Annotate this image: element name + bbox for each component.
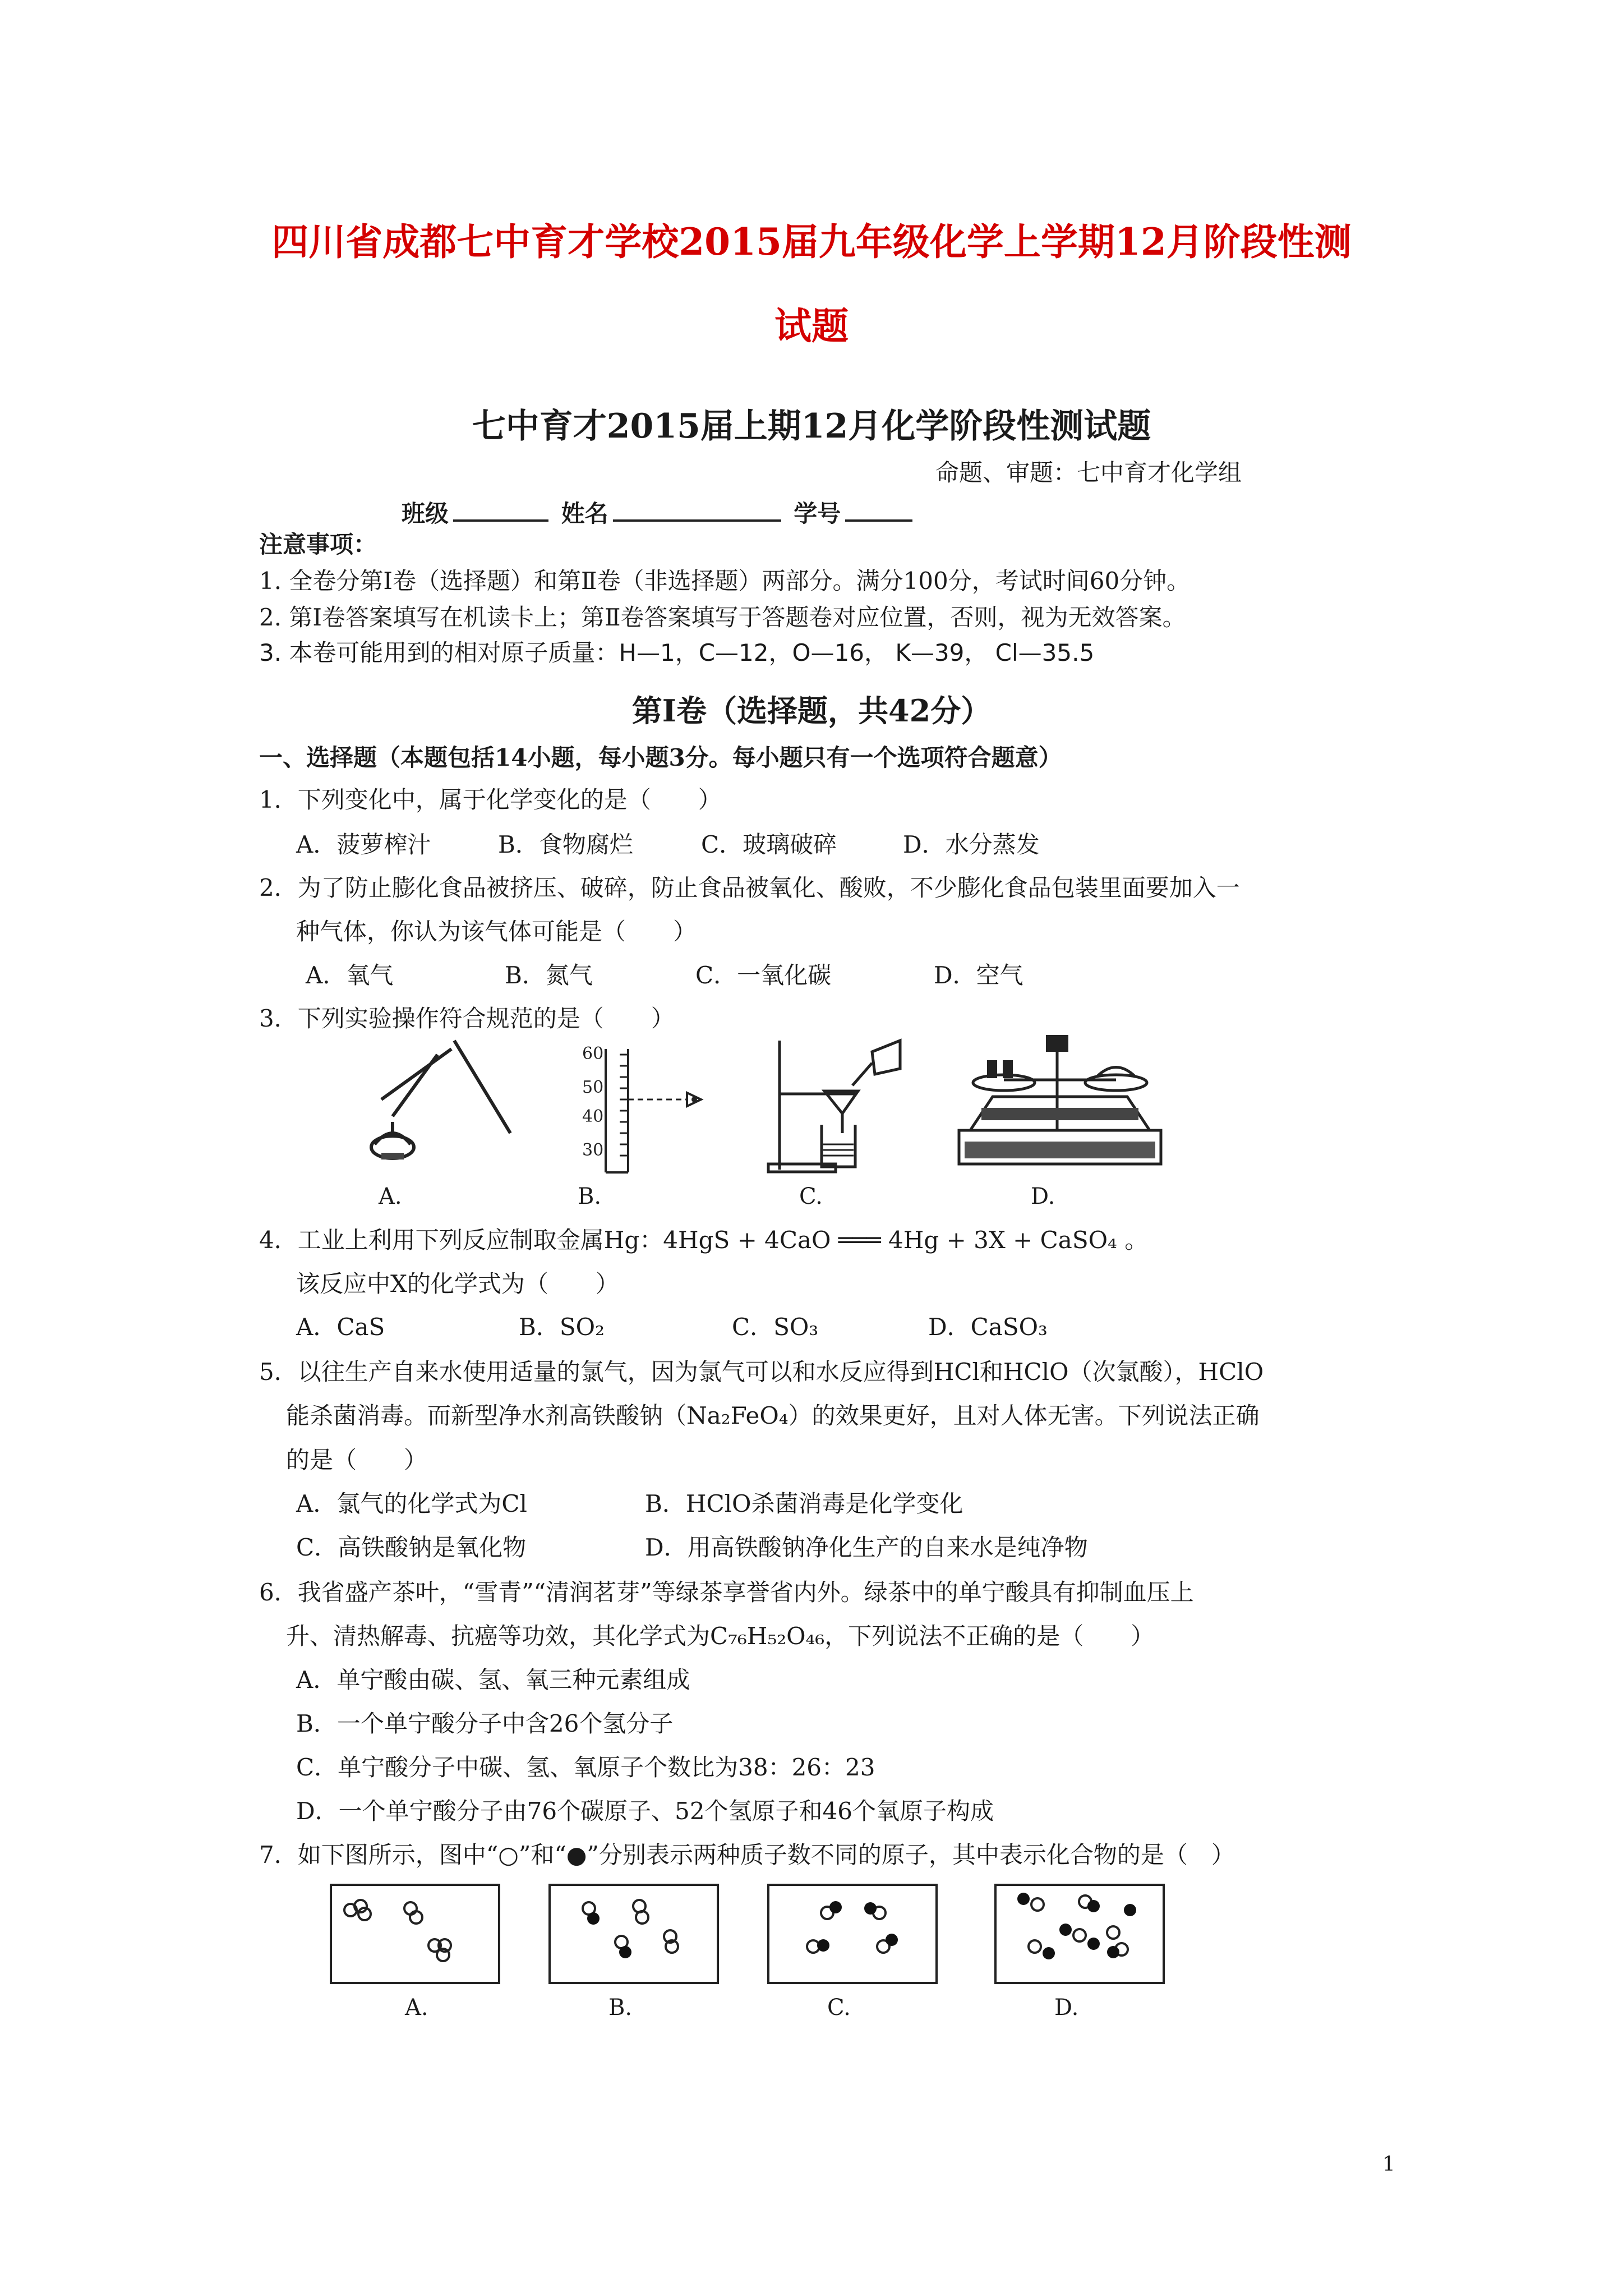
q3-label-b: B. bbox=[578, 1184, 602, 1209]
q7-label-a: A. bbox=[405, 1995, 428, 2021]
q7-label-c: C. bbox=[827, 1995, 851, 2021]
q3-tick-30: 30 bbox=[582, 1140, 604, 1160]
q3-figure-d-balance bbox=[948, 1029, 1172, 1175]
q3-figure-c-filtration bbox=[763, 1029, 909, 1175]
note-2: 2. 第Ⅰ卷答案填写在机读卡上；第Ⅱ卷答案填写于答题卷对应位置，否则，视为无效答案。 bbox=[259, 604, 1186, 631]
note-1: 1. 全卷分第Ⅰ卷（选择题）和第Ⅱ卷（非选择题）两部分。满分100分，考试时间60分钟。 bbox=[259, 567, 1191, 595]
q7-label-b: B. bbox=[608, 1995, 633, 2021]
name-blank[interactable] bbox=[613, 498, 781, 522]
q2-option-a[interactable]: A．氧气 bbox=[306, 961, 394, 989]
q5-option-a[interactable]: A．氯气的化学式为Cl bbox=[296, 1490, 527, 1517]
page-number: 1 bbox=[1382, 2153, 1395, 2176]
section-title: 第Ⅰ卷（选择题，共42分） bbox=[631, 693, 992, 729]
q7-stem: 7．如下图所示，图中“○”和“●”分别表示两种质子数不同的原子，其中表示化合物的是（ ） bbox=[259, 1841, 1235, 1869]
q7-molecule-diagrams bbox=[0, 1874, 1623, 2019]
q1-option-a[interactable]: A．菠萝榨汁 bbox=[296, 831, 431, 858]
class-blank[interactable] bbox=[453, 498, 548, 522]
q5-stem-line-3: 的是（ ） bbox=[286, 1446, 428, 1474]
q4-stem-line-1: 4．工业上利用下列反应制取金属Hg：4HgS + 4CaO ═══ 4Hg + 3X + CaSO₄ 。 bbox=[259, 1226, 1149, 1254]
q4-option-a[interactable]: A．CaS bbox=[296, 1313, 385, 1341]
class-label: 班级 bbox=[402, 500, 449, 527]
q3-tick-40: 40 bbox=[582, 1107, 604, 1126]
q1-option-c[interactable]: C．玻璃破碎 bbox=[701, 831, 837, 858]
q6-stem-line-1: 6．我省盛产茶叶，“雪青”“清润茗芽”等绿茶享誉省内外。绿茶中的单宁酸具有抑制血压上 bbox=[259, 1579, 1194, 1606]
q6-option-c[interactable]: C．单宁酸分子中碳、氢、氧原子个数比为38：26：23 bbox=[296, 1754, 875, 1781]
q2-stem-line-2: 种气体，你认为该气体可能是（ ） bbox=[296, 918, 697, 945]
notes-heading: 注意事项： bbox=[259, 531, 377, 558]
q6-option-b[interactable]: B．一个单宁酸分子中含26个氢分子 bbox=[296, 1710, 674, 1737]
q3-label-d: D. bbox=[1031, 1184, 1055, 1209]
q3-stem: 3．下列实验操作符合规范的是（ ） bbox=[259, 1005, 675, 1032]
q6-option-a[interactable]: A．单宁酸由碳、氢、氧三种元素组成 bbox=[296, 1666, 690, 1694]
part-heading: 一、选择题（本题包括14小题，每小题3分。每小题只有一个选项符合题意） bbox=[259, 744, 1062, 771]
q3-label-a: A. bbox=[379, 1184, 402, 1209]
q7-box-c bbox=[768, 1885, 937, 1983]
q4-option-b[interactable]: B．SO₂ bbox=[519, 1313, 605, 1341]
id-blank[interactable] bbox=[845, 498, 912, 522]
q3-figure-b-graduated-cylinder bbox=[566, 1043, 712, 1178]
q3-label-c: C. bbox=[799, 1184, 823, 1209]
q5-stem-line-2: 能杀菌消毒。而新型净水剂高铁酸钠（Na₂FeO₄）的效果更好，且对人体无害。下列说法正确 bbox=[286, 1402, 1260, 1429]
q5-stem-line-1: 5．以往生产自来水使用适量的氯气，因为氯气可以和水反应得到HCl和HClO（次氯酸），HClO bbox=[259, 1358, 1264, 1386]
name-label: 姓名 bbox=[561, 500, 608, 527]
q4-option-d[interactable]: D．CaSO₃ bbox=[928, 1313, 1048, 1341]
q7-box-a bbox=[331, 1885, 499, 1983]
q5-option-c[interactable]: C．高铁酸钠是氧化物 bbox=[296, 1534, 527, 1561]
q5-option-d[interactable]: D．用高铁酸钠净化生产的自来水是纯净物 bbox=[645, 1534, 1088, 1561]
note-3: 3. 本卷可能用到的相对原子质量：H—1，C—12，O—16， K—39， Cl—35.5 bbox=[259, 639, 1095, 666]
q3-tick-60: 60 bbox=[582, 1044, 604, 1064]
author-line: 命题、审题：七中育才化学组 bbox=[935, 459, 1242, 486]
q2-option-c[interactable]: C．一氧化碳 bbox=[695, 961, 832, 989]
q3-figure-a-test-tube-heating bbox=[348, 1032, 516, 1172]
q3-tick-50: 50 bbox=[582, 1078, 604, 1097]
id-label: 学号 bbox=[794, 500, 841, 527]
q4-stem-line-2: 该反应中X的化学式为（ ） bbox=[296, 1270, 619, 1297]
q5-option-b[interactable]: B．HClO杀菌消毒是化学变化 bbox=[645, 1490, 963, 1517]
q2-option-b[interactable]: B．氮气 bbox=[505, 961, 593, 989]
q1-stem: 1．下列变化中，属于化学变化的是（ ） bbox=[259, 786, 722, 813]
q4-option-c[interactable]: C．SO₃ bbox=[732, 1313, 819, 1341]
document-title-line-1: 四川省成都七中育才学校2015届九年级化学上学期12月阶段性测 bbox=[271, 220, 1352, 264]
exam-title: 七中育才2015届上期12月化学阶段性测试题 bbox=[472, 407, 1151, 446]
q2-option-d[interactable]: D．空气 bbox=[934, 961, 1023, 989]
student-info bbox=[402, 498, 917, 526]
q6-stem-line-2: 升、清热解毒、抗癌等功效，其化学式为C₇₆H₅₂O₄₆，下列说法不正确的是（ ） bbox=[286, 1622, 1155, 1650]
q2-stem-line-1: 2．为了防止膨化食品被挤压、破碎，防止食品被氧化、酸败，不少膨化食品包装里面要加入一 bbox=[259, 874, 1240, 901]
q1-option-b[interactable]: B．食物腐烂 bbox=[498, 831, 633, 858]
q7-label-d: D. bbox=[1054, 1995, 1079, 2021]
q6-option-d[interactable]: D．一个单宁酸分子由76个碳原子、52个氢原子和46个氧原子构成 bbox=[296, 1797, 994, 1825]
q1-option-d[interactable]: D．水分蒸发 bbox=[903, 831, 1040, 858]
document-title-line-2: 试题 bbox=[774, 304, 849, 348]
q7-box-b bbox=[550, 1885, 718, 1983]
